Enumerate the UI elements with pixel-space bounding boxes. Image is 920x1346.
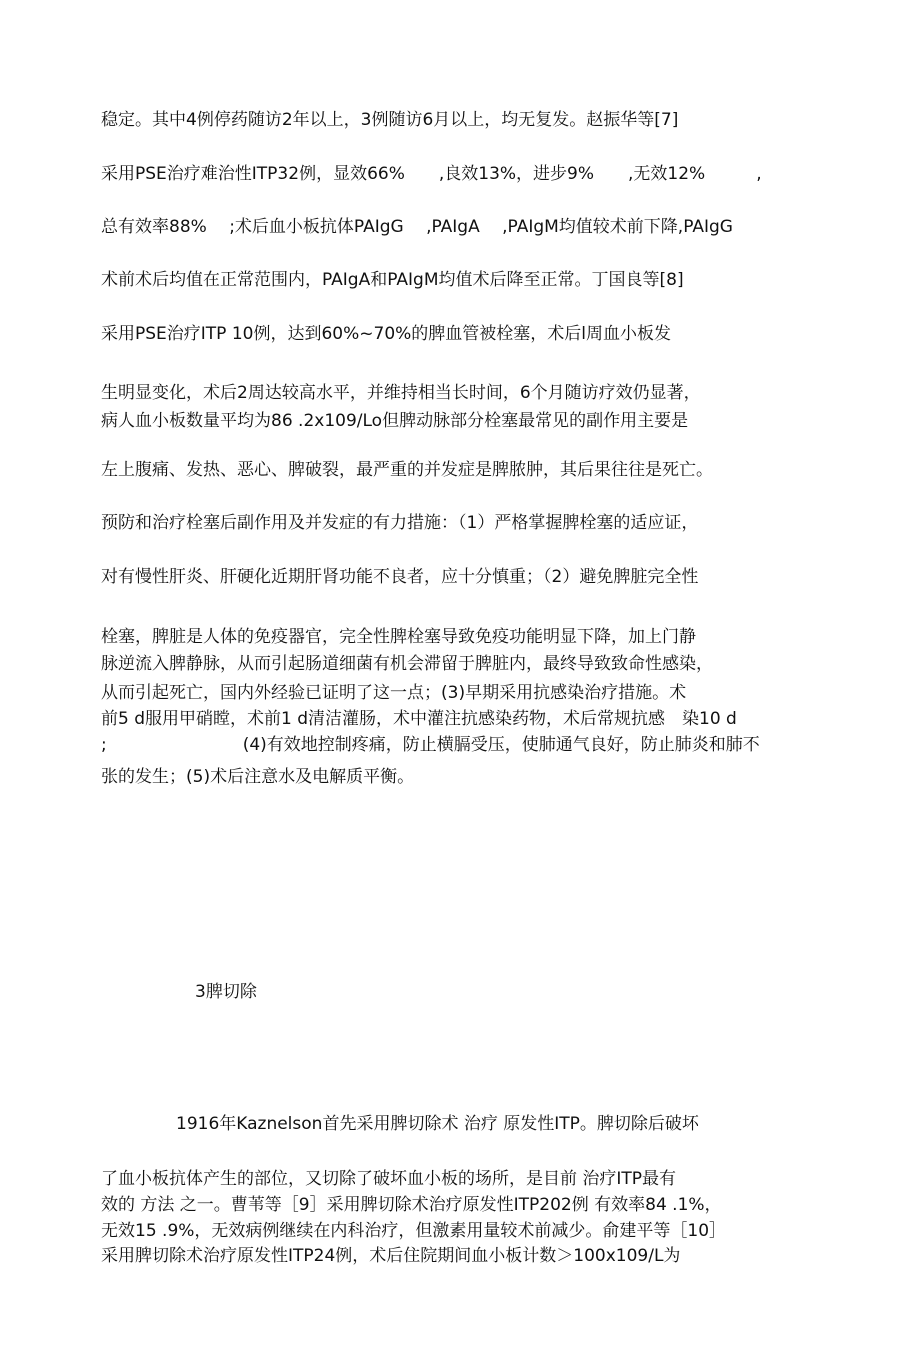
- section-heading: 3脾切除: [195, 982, 257, 1002]
- text-line: 生明显变化，术后2周达较高水平，并维持相当长时间，6个月随访疗效仍显著，: [101, 383, 701, 403]
- text-line: 左上腹痛、发热、恶心、脾破裂，最严重的并发症是脾脓肿，其后果往往是死亡。: [101, 460, 713, 480]
- text-line: 采用PSE治疗ITP 10例，达到60%~70%的脾血管被栓塞，术后l周血小板发: [101, 324, 672, 344]
- text-line: 了血小板抗体产生的部位，又切除了破坏血小板的场所，是目前 治疗ITP最有: [101, 1169, 677, 1189]
- text-line: 稳定。其中4例停药随访2年以上，3例随访6月以上，均无复发。赵振华等[7]: [101, 110, 679, 130]
- text-line: 脉逆流入脾静脉，从而引起肠道细菌有机会滞留于脾脏内，最终导致致命性感染，: [101, 654, 713, 674]
- text-line: 总有效率88% ;术后血小板抗体PAIgG ,PAIgA ,PAIgM均值较术前下降,PAIgG: [101, 217, 733, 237]
- text-line: 效的 方法 之一。曹苇等［9］采用脾切除术治疗原发性ITP202例 有效率84 .1%，: [101, 1195, 722, 1215]
- text-line: 采用脾切除术治疗原发性ITP24例，术后住院期间血小板计数＞100x109/L为: [101, 1246, 681, 1266]
- text-line: 前5 d服用甲硝瞠，术前1 d清洁灌肠，术中灌注抗感染药物，术后常规抗感 染10 d: [101, 709, 737, 729]
- text-line: 病人血小板数量平均为86 .2x109/Lo但脾动脉部分栓塞最常见的副作用主要是: [101, 411, 689, 431]
- text-line: 对有慢性肝炎、肝硬化近期肝肾功能不良者，应十分慎重；（2）避免脾脏完全性: [101, 567, 699, 587]
- text-line: 从而引起死亡，国内外经验已证明了这一点；(3)早期采用抗感染治疗措施。术: [101, 683, 687, 703]
- text-line: 采用PSE治疗难治性ITP32例，显效66% ,良效13%，进步9% ,无效12% ,: [101, 164, 762, 184]
- text-line: 栓塞，脾脏是人体的免疫器官，完全性脾栓塞导致免疫功能明显下降，加上门静: [101, 627, 696, 647]
- text-line: 无效15 .9%，无效病例继续在内科治疗，但激素用量较术前减少。俞建平等［10］: [101, 1221, 727, 1241]
- text-line: 预防和治疗栓塞后副作用及并发症的有力措施：（1）严格掌握脾栓塞的适应证，: [101, 513, 699, 533]
- text-line: 张的发生；(5)术后注意水及电解质平衡。: [101, 767, 415, 787]
- text-line: 1916年Kaznelson首先采用脾切除术 治疗 原发性ITP。脾切除后破坏: [176, 1114, 699, 1134]
- text-line: ; (4)有效地控制疼痛，防止横膈受压，使肺通气良好，防止肺炎和肺不: [101, 735, 760, 755]
- text-line: 术前术后均值在正常范围内，PAIgA和PAIgM均值术后降至正常。丁国良等[8]: [101, 270, 684, 290]
